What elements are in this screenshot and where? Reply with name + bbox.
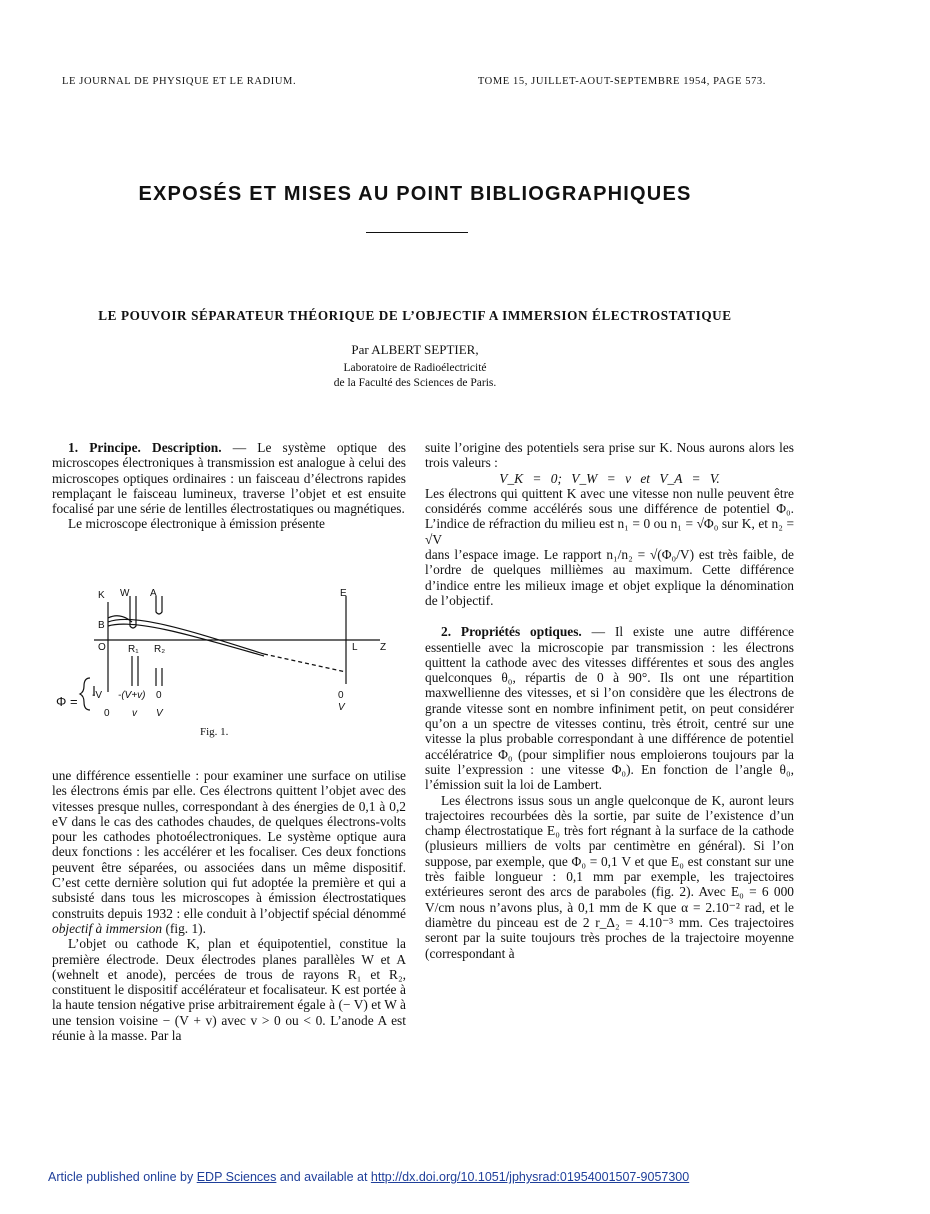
- phi-brace: [80, 678, 90, 710]
- right-column: [425, 440, 794, 961]
- doi-link[interactable]: http://dx.doi.org/10.1051/jphysrad:01954001507-9057300: [370, 1170, 690, 1184]
- edp-sciences-link[interactable]: EDP Sciences: [196, 1170, 277, 1184]
- journal-name: LE JOURNAL DE PHYSIQUE ET LE RADIUM.: [62, 76, 297, 87]
- label-zero-1: 0: [104, 708, 110, 719]
- label-r2: R₂: [154, 644, 166, 655]
- paragraph-text: une différence essentielle : pour examiner une surface on utilise les électrons émis par elle. Ces électrons quittent l’objet avec des vitesses presque nulles, correspondant à des énergies de 0,1 à 0,2 eV dans le cas des cathodes chaudes, de quelques électrons-volts pour les cathodes photoélectroniques. Le système optique aura deux fonctions : les accélérer et les focaliser. Ces deux fonctions peuvent être séparées, ou associées dans un même dispositif. C’est cette dernière solution qui fut adoptée la première et qui a subsisté dans tous les microscopes à émission électrostatiques construits depuis 1932 : elle conduit à l’objectif spécial dénommé: [52, 768, 406, 921]
- paragraph-rapport: dans l’espace image. Le rapport n₁/n₂ = √(Φ₀/V) est très faible, de l’ordre de quelques millièmes au maximum. Cette différence d’indice entre les milieux image et objet explique la dénomination de l’objectif.: [425, 547, 794, 608]
- lens-electrode-r2: [156, 668, 162, 686]
- section-title: EXPOSÉS ET MISES AU POINT BIBLIOGRAPHIQUES: [138, 183, 692, 205]
- paragraph-difference: [52, 768, 406, 936]
- label-v-small: v: [132, 708, 137, 719]
- paragraph-emission: Le microscope électronique à émission présente: [68, 516, 325, 532]
- author-line: Par ALBERT SEPTIER,: [351, 342, 479, 357]
- anode-electrode: [156, 596, 162, 614]
- volume-info: TOME 15, JUILLET-AOUT-SEPTEMBRE 1954, PAGE 573.: [477, 76, 766, 87]
- label-a: A: [150, 588, 157, 599]
- label-o: O: [98, 642, 106, 653]
- label-minus-v-v: -(V+v): [118, 690, 146, 701]
- paragraph-indice: Les électrons qui quittent K avec une vitesse non nulle peuvent être considérés comme accélérés sous une différence de potentiel Φ₀. L’indice de réfraction du milieu est n₁ = 0 ou n₁ = √Φ₀ sur K, et n₂ = √V: [425, 485, 794, 547]
- paragraph-principe: [52, 440, 406, 516]
- affiliation-line-1: Laboratoire de Radioélectricité: [343, 362, 487, 374]
- publisher-footer: [48, 1170, 689, 1184]
- figure-1-diagram: [54, 582, 404, 752]
- label-k: K: [98, 590, 105, 601]
- label-v-big: V: [156, 708, 163, 719]
- label-r1: R₁: [128, 644, 139, 655]
- paragraph-end: (fig. 1).: [162, 920, 206, 936]
- left-column-bottom: [52, 768, 406, 1043]
- lens-electrode-r1: [132, 656, 138, 686]
- article-title: LE POUVOIR SÉPARATEUR THÉORIQUE DE L’OBJECTIF A IMMERSION ÉLECTROSTATIQUE: [98, 308, 732, 323]
- paragraph-proprietes: [425, 624, 794, 792]
- label-v-screen: V: [338, 702, 345, 713]
- trajectory-dashed: [264, 654, 346, 672]
- running-head: [62, 76, 766, 87]
- section-heading-1: 1. Principe. Description.: [68, 440, 222, 455]
- paragraph-text: — Le système optique des microscopes électroniques à transmission est analogue à celui des microscopes optiques ordinaires : un faisceau d’électrons rapides remplaçant le faisceau lumineux, traverse l’objet et est ensuite focalisé par une série de lentilles électrostatiques ou magnétiques.: [52, 440, 406, 517]
- left-column-top: [52, 440, 406, 532]
- label-minus-v: -V: [92, 690, 102, 701]
- figure-caption: Fig. 1.: [200, 726, 229, 738]
- italic-term: objectif à immersion: [52, 920, 163, 936]
- label-b: B: [98, 620, 105, 631]
- label-phi: Φ =: [56, 694, 78, 709]
- label-l: L: [352, 642, 358, 653]
- paragraph-objet: L’objet ou cathode K, plan et équipotentiel, constitue la première électrode. Deux électrodes planes parallèles W et A (wehnelt et anode), percées de trous de rayons R₁ et R₂, constituent le dispositif accélérateur et focalisateur. K est portée à la haute tension négative prise arbitrairement égale à (− V) et W à une tension voisine − (V + v) avec v > 0 ou < 0. L’anode A est réunie à la masse. Par la: [52, 936, 406, 1044]
- label-e: E: [340, 588, 347, 599]
- affiliation-line-2: de la Faculté des Sciences de Paris.: [333, 377, 497, 389]
- wehnelt-electrode: [130, 596, 136, 628]
- paragraph-text: — Il existe une autre différence essentielle avec la microscopie par transmission : les électrons quittent la cathode avec des vitesses différentes et sous des angles quelconques θ₀, répartis de 0 à 90°. Ils ont une répartition maxwellienne des vitesses, et si l’on considère que les électrons de grande vitesse sont en nombre infiniment petit, on peut considérer qu’on a un spectre de vitesses continu, très étroit, centré sur une vitesse la plus probable correspondant à une différence de potentiel accélératrice Φ₀ (pour simplifier nous emploierons toujours par la suite l’expression : une vitesse Φ₀). En fonction de l’angle θ₀, l’émission suit la loi de Lambert.: [425, 624, 794, 793]
- paragraph-trajectoires: Les électrons issus sous un angle quelconque de K, auront leurs trajectoires recourbées dès la sortie, par suite de l’existence d’un champ électrostatique E₀ très fort régnant à la surface de la cathode (plusieurs milliers de volts par centimètre en général). Si l’on suppose, par exemple, que Φ₀ = 0,1 V et que E₀ est constant sur une très faible longueur : 0,1 mm par exemple, les trajectoires extérieures seront des arcs de paraboles (fig. 2). Avec E₀ = 6 000 V/cm nous n’avons plus, à 0,1 mm de K que α = 2.10⁻² rad, et le diamètre du pinceau est de 2 r_Δ₂ = 4.10⁻³ mm. Ces trajectoires seront par la suite toujours très proches de la trajectoire moyenne (correspondant à: [425, 792, 794, 961]
- title-divider: [366, 232, 468, 233]
- footer-prefix: Article published online by: [48, 1170, 197, 1184]
- paragraph-potentiels: suite l’origine des potentiels sera prise sur K. Nous aurons alors les trois valeurs :: [425, 440, 794, 471]
- label-z: Z: [380, 642, 387, 653]
- section-heading-2: 2. Propriétés optiques.: [441, 624, 582, 640]
- footer-middle: and available at: [276, 1170, 371, 1184]
- label-zero-2: 0: [156, 690, 162, 701]
- equation-potentials: V_K = 0; V_W = v et V_A = V.: [499, 470, 720, 486]
- label-zero-3: 0: [338, 690, 344, 701]
- label-w: W: [120, 588, 130, 599]
